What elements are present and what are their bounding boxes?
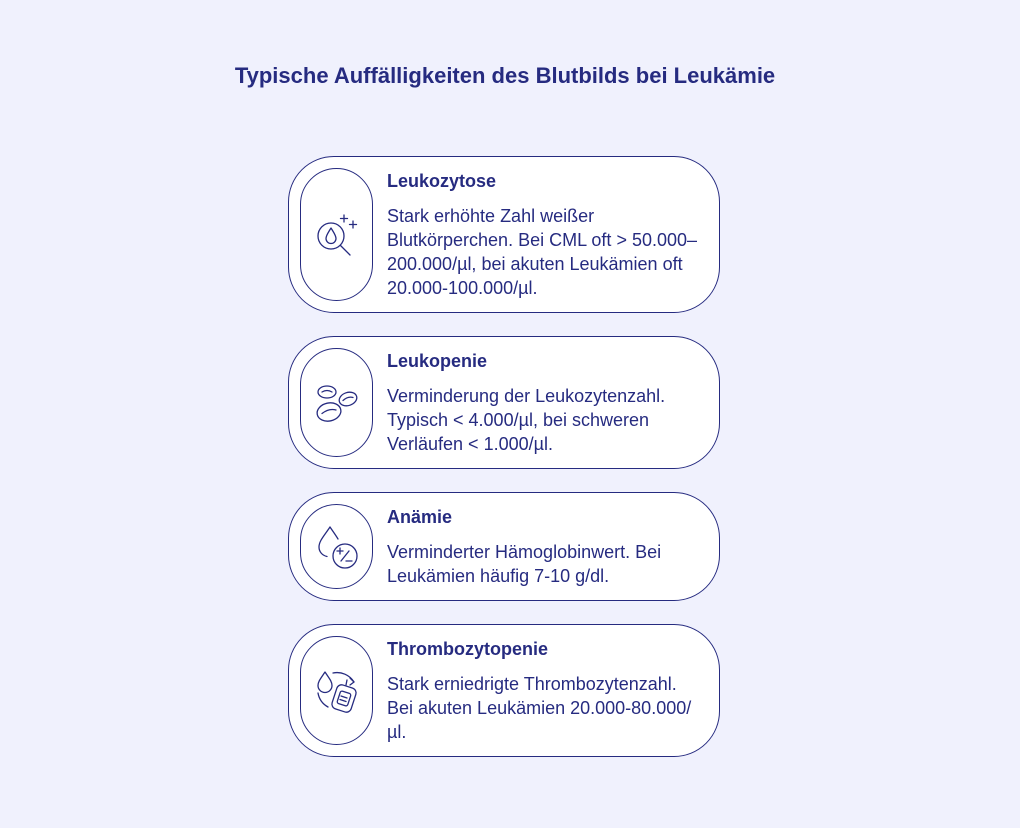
card-leukozytose [288, 156, 720, 313]
card-anaemie [288, 492, 720, 601]
blood-drop-magnifier-icon [312, 210, 362, 260]
icon-container [300, 348, 373, 457]
card-description: Stark erhöhte Zahl weißer Blutkörperchen. Bei CML oft > 50.000–200.000/µl, bei akuten Leukämien oft 20.000-100.000/µl. [387, 206, 698, 298]
card-description: Stark erniedrigte Thrombozytenzahl. Bei akuten Leukämien 20.000-80.000/µl. [387, 674, 692, 742]
blood-cells-icon [312, 378, 362, 428]
card-description: Verminderung der Leukozytenzahl. Typisch < 4.000/µl, bei schweren Verläufen < 1.000/µl. [387, 386, 666, 454]
page-title: Typische Auffälligkeiten des Blutbilds bei Leukämie [234, 63, 776, 88]
card-title: Anämie [387, 507, 453, 527]
card-title: Thrombozytopenie [387, 639, 548, 659]
blood-drop-plus-minus-icon [312, 522, 362, 572]
card-title: Leukopenie [387, 351, 488, 371]
blood-drop-blood-bag-icon [312, 666, 362, 716]
card-leukopenie [288, 336, 720, 469]
card-thrombozytopenie [288, 624, 720, 757]
icon-container [300, 636, 373, 745]
icon-container [300, 504, 373, 589]
card-description: Verminderter Hämoglobinwert. Bei Leukämien häufig 7-10 g/dl. [387, 542, 662, 586]
icon-container [300, 168, 373, 301]
card-title: Leukozytose [387, 171, 497, 191]
